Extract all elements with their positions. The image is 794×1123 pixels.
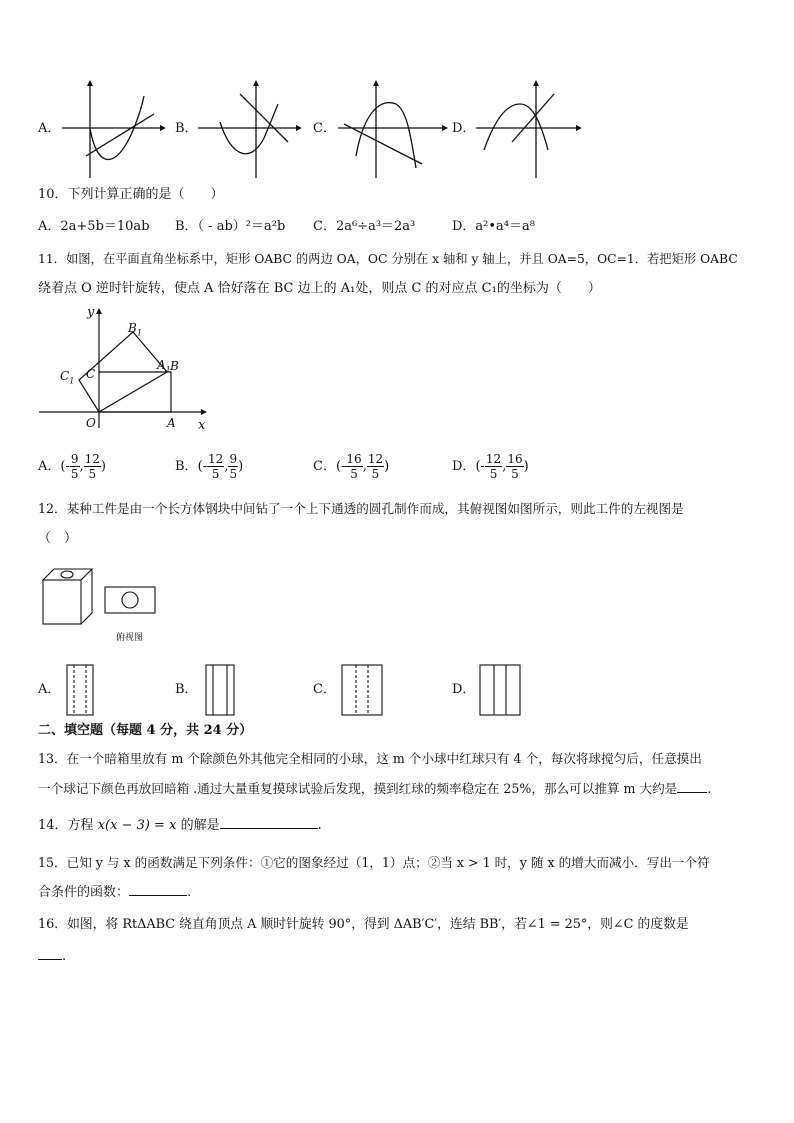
q13-stem-line1: 13．在一个暗箱里放有 m 个除颜色外其他完全相同的小球，这 m 个小球中红球只有 4 个，每次将球搅匀后，任意摸出 — [38, 751, 702, 766]
q9-option-d-label: D． — [452, 121, 476, 136]
q9-graph-b — [198, 80, 298, 180]
q12-option-b-label: B． — [175, 682, 198, 697]
q14-stem: 14．方程 x(x − 3) = x 的解是 . — [38, 818, 322, 833]
q9-graph-a — [62, 80, 162, 180]
q11-axis-y-label: y — [87, 305, 95, 320]
q16-stem-line1: 16．如图，将 RtΔABC 绕直角顶点 A 顺时针旋转 90°，得到 ΔAB′C′，连结 BB′，若∠1 = 25°，则∠C 的度数是 — [38, 917, 689, 932]
q12-cuboid-figure — [42, 568, 98, 628]
q11-option-c: C．(- $\frac{16}{5}$ , $\frac{12}{5}$ ) — [313, 452, 390, 481]
q11-point-c1: $C_1$ — [60, 369, 75, 386]
q12-option-c-label: C． — [313, 682, 336, 697]
q14-answer-blank — [220, 828, 318, 829]
q13-stem-line2: 一个球记下颜色再放回暗箱 .通过大量重复摸球试验后发现，摸到红球的频率稳定在 25%，那么可以推算 m 大约是 . — [38, 781, 712, 796]
q10-option-d: D．a²•a⁴＝a⁸ — [452, 219, 535, 234]
q13-answer-blank — [677, 792, 707, 793]
q16-stem-line2: . — [38, 948, 66, 966]
q11-point-c: C — [86, 367, 96, 381]
q10-option-b: B．（ - ab）²＝a²b — [175, 219, 286, 234]
q9-option-c-label: C． — [313, 121, 336, 136]
q10-option-a: A．2a+5b＝10ab — [38, 219, 150, 234]
q12-option-a-figure — [66, 664, 94, 716]
q12-option-b-figure — [205, 664, 235, 716]
q9-option-b-label: B． — [175, 121, 198, 136]
q15-stem-line1: 15．已知 y 与 x 的函数满足下列条件：①它的图象经过（1，1）点；②当 x > 1 时，y 随 x 的增大而减小．写出一个符 — [38, 855, 710, 870]
q12-option-c-figure — [341, 664, 383, 716]
q9-graph-d — [476, 80, 586, 180]
q11-point-b1: $B_1$ — [128, 321, 142, 338]
q12-caption: 俯视图 — [116, 633, 144, 643]
q11-option-b: B．(- $\frac{12}{5}$ , $\frac{9}{5}$ ) — [175, 452, 244, 481]
q16-answer-blank — [38, 959, 62, 960]
q10-stem: 10．下列计算正确的是（ ） — [38, 187, 224, 202]
q11-point-b: B — [170, 359, 179, 373]
q11-point-a1: $A_1$ — [157, 358, 171, 375]
q15-stem-line2: 合条件的函数： . — [38, 885, 192, 900]
q11-point-o: O — [86, 416, 96, 430]
q15-answer-blank — [129, 895, 187, 896]
q12-stem-line1: 12．某种工件是由一个长方体钢块中间钻了一个上下通透的圆孔制作而成，其俯视图如图所示，则此工件的左视图是 — [38, 501, 684, 516]
q11-axis-x-label: x — [198, 418, 206, 433]
q11-figure — [35, 302, 215, 432]
q12-option-d-label: D． — [452, 682, 476, 697]
q11-option-a: A．(- $\frac{9}{5}$ , $\frac{12}{5}$ ) — [38, 452, 106, 481]
q9-graph-c — [338, 80, 448, 180]
q11-stem-line2: 绕着点 O 逆时针旋转，使点 A 恰好落在 BC 边上的 A₁处，则点 C 的对应点 C₁的坐标为（ ） — [38, 281, 601, 296]
q11-stem-line1: 11．如图，在平面直角坐标系中，矩形 OABC 的两边 OA，OC 分别在 x 轴和 y 轴上，并且 OA=5，OC=1．若把矩形 OABC — [38, 252, 738, 266]
q12-stem-line2: （ ） — [38, 531, 78, 546]
q10-option-c: C．2a⁶÷a³＝2a³ — [313, 219, 416, 234]
q14-equation: x(x − 3) = x — [97, 818, 177, 833]
q11-point-a: A — [167, 416, 176, 430]
q12-option-a-label: A． — [38, 682, 61, 697]
q11-option-d: D．(- $\frac{12}{5}$ , $\frac{16}{5}$ ) — [452, 452, 529, 481]
q12-top-view-figure — [104, 586, 156, 614]
q12-option-d-figure — [479, 664, 521, 716]
q9-option-a-label: A． — [38, 121, 61, 136]
section-2-title: 二、填空题（每题 4 分，共 24 分） — [38, 723, 253, 738]
